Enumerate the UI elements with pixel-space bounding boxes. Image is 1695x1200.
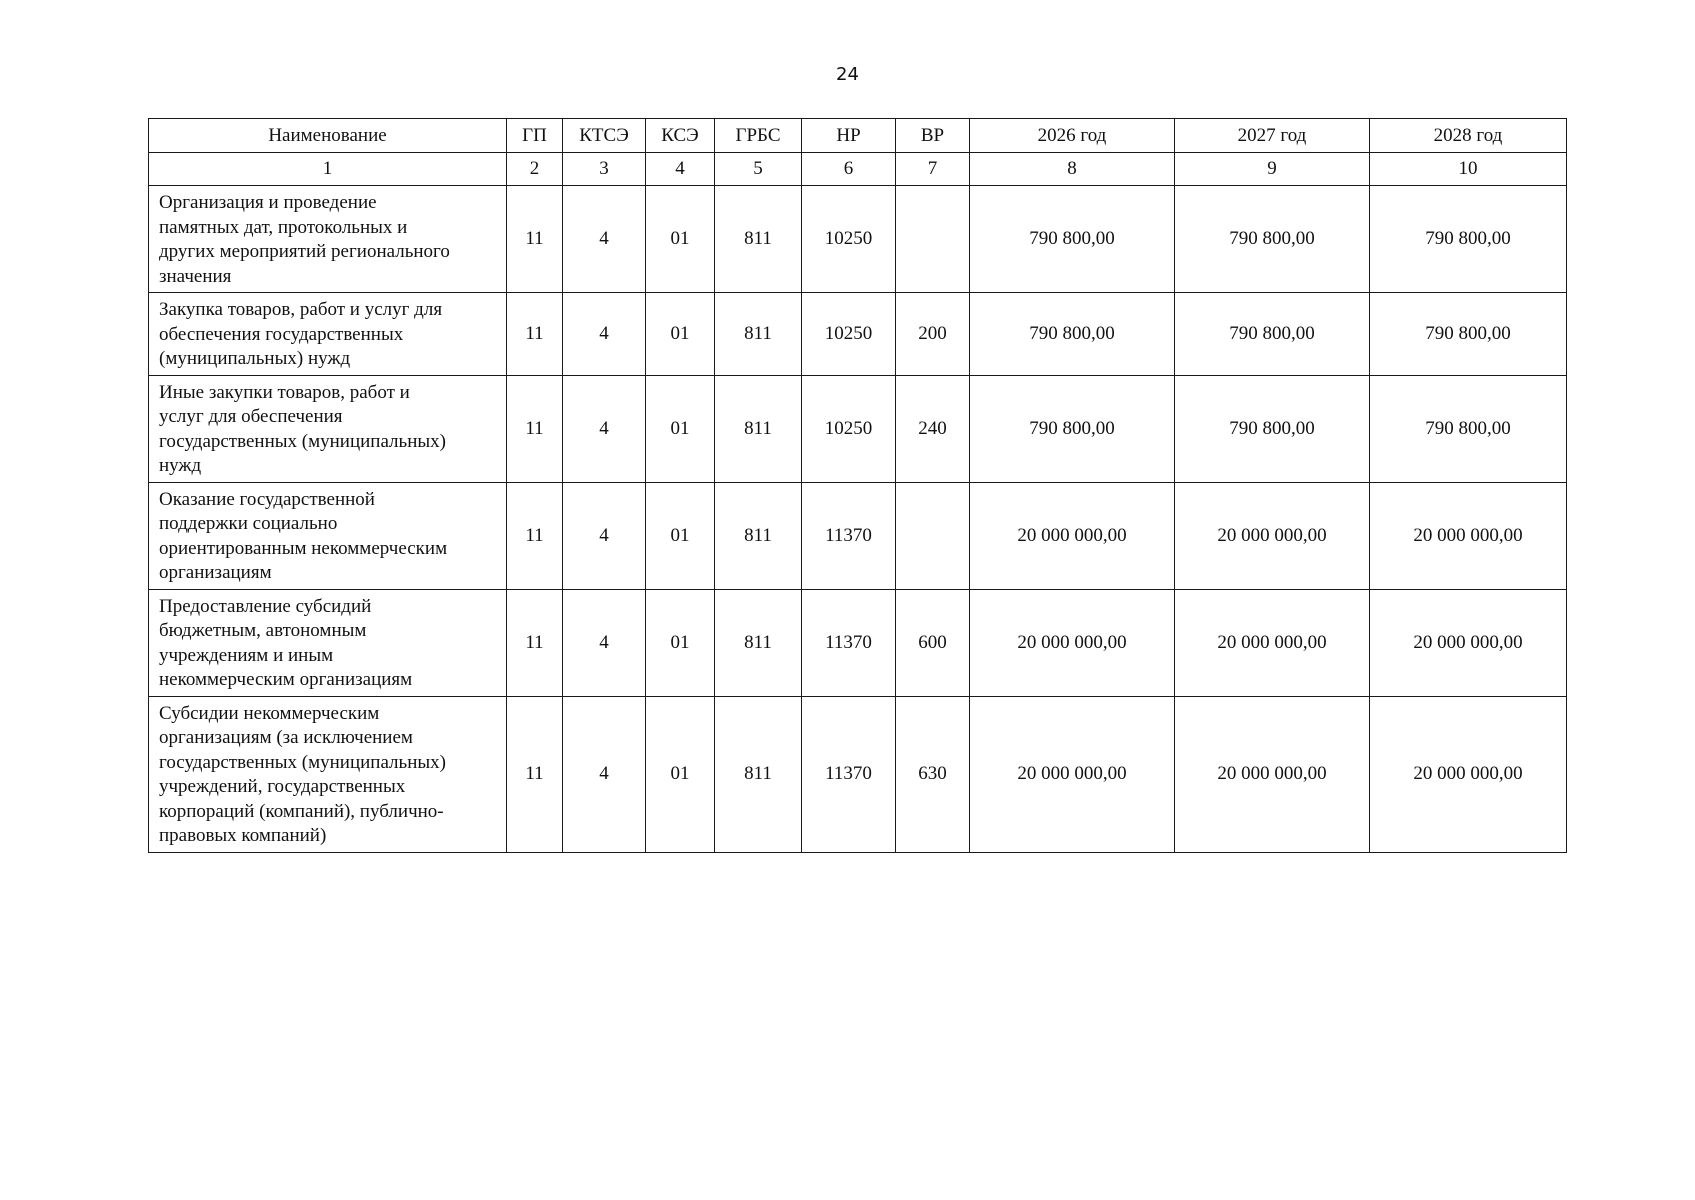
cell-name-line: Предоставление субсидий bbox=[159, 595, 372, 617]
cell-name bbox=[149, 186, 507, 293]
cell-name-line: организациям bbox=[159, 562, 272, 583]
cell-nr: 11370 bbox=[802, 696, 896, 852]
cell-ktse: 4 bbox=[563, 293, 646, 376]
cell-kse: 01 bbox=[646, 696, 715, 852]
cell-name-line: государственных (муниципальных) bbox=[159, 751, 446, 773]
cell-2027: 790 800,00 bbox=[1175, 186, 1370, 293]
header-name: Наименование bbox=[149, 119, 507, 153]
table-row bbox=[149, 375, 1567, 482]
cell-2028: 790 800,00 bbox=[1370, 375, 1567, 482]
cell-name-line: Закупка товаров, работ и услуг для bbox=[159, 299, 443, 320]
cell-2026: 790 800,00 bbox=[970, 375, 1175, 482]
cell-2026: 790 800,00 bbox=[970, 293, 1175, 376]
cell-nr: 10250 bbox=[802, 293, 896, 376]
header-nr: НР bbox=[802, 119, 896, 153]
cell-vr: 630 bbox=[896, 696, 970, 852]
cell-grbs: 811 bbox=[715, 589, 802, 696]
cell-2027: 790 800,00 bbox=[1175, 293, 1370, 376]
column-number: 2 bbox=[507, 153, 563, 186]
column-number-row bbox=[149, 153, 1567, 186]
cell-name-line: поддержки социально bbox=[159, 513, 338, 534]
cell-name-line: бюджетным, автономным bbox=[159, 620, 367, 641]
table-row bbox=[149, 482, 1567, 589]
column-number: 6 bbox=[802, 153, 896, 186]
cell-name-line: учреждений, государственных bbox=[159, 776, 406, 797]
column-number: 7 bbox=[896, 153, 970, 186]
cell-name-line: Субсидии некоммерческим bbox=[159, 702, 380, 724]
cell-2026: 20 000 000,00 bbox=[970, 696, 1175, 852]
cell-2028: 20 000 000,00 bbox=[1370, 482, 1567, 589]
cell-name-line: организациям (за исключением bbox=[159, 727, 413, 748]
cell-nr: 10250 bbox=[802, 375, 896, 482]
cell-grbs: 811 bbox=[715, 293, 802, 376]
header-row bbox=[149, 119, 1567, 153]
cell-name bbox=[149, 293, 507, 376]
table-row bbox=[149, 186, 1567, 293]
cell-grbs: 811 bbox=[715, 186, 802, 293]
cell-ktse: 4 bbox=[563, 375, 646, 482]
cell-grbs: 811 bbox=[715, 482, 802, 589]
table-row bbox=[149, 589, 1567, 696]
header-2026: 2026 год bbox=[970, 119, 1175, 153]
cell-gp: 11 bbox=[507, 375, 563, 482]
cell-grbs: 811 bbox=[715, 375, 802, 482]
header-2027: 2027 год bbox=[1175, 119, 1370, 153]
cell-2027: 790 800,00 bbox=[1175, 375, 1370, 482]
cell-name-line: государственных (муниципальных) bbox=[159, 430, 446, 452]
cell-name-line: Оказание государственной bbox=[159, 488, 375, 510]
cell-2028: 790 800,00 bbox=[1370, 293, 1567, 376]
cell-gp: 11 bbox=[507, 482, 563, 589]
cell-gp: 11 bbox=[507, 293, 563, 376]
cell-name-line: некоммерческим организациям bbox=[159, 669, 413, 690]
cell-vr bbox=[896, 186, 970, 293]
cell-gp: 11 bbox=[507, 589, 563, 696]
cell-kse: 01 bbox=[646, 589, 715, 696]
cell-name bbox=[149, 482, 507, 589]
cell-vr: 240 bbox=[896, 375, 970, 482]
cell-2026: 20 000 000,00 bbox=[970, 589, 1175, 696]
table-row bbox=[149, 293, 1567, 376]
cell-name-line: других мероприятий регионального bbox=[159, 241, 450, 262]
cell-name bbox=[149, 696, 507, 852]
cell-name-line: (муниципальных) нужд bbox=[159, 348, 351, 369]
header-ktse: КТСЭ bbox=[563, 119, 646, 153]
cell-kse: 01 bbox=[646, 293, 715, 376]
cell-2027: 20 000 000,00 bbox=[1175, 589, 1370, 696]
column-number: 3 bbox=[563, 153, 646, 186]
cell-2026: 20 000 000,00 bbox=[970, 482, 1175, 589]
column-number: 1 bbox=[149, 153, 507, 186]
cell-name bbox=[149, 589, 507, 696]
cell-name-line: ориентированным некоммерческим bbox=[159, 537, 448, 559]
cell-kse: 01 bbox=[646, 186, 715, 293]
cell-2028: 20 000 000,00 bbox=[1370, 696, 1567, 852]
cell-name-line: нужд bbox=[159, 455, 202, 476]
cell-name-line: Организация и проведение bbox=[159, 192, 377, 213]
cell-name bbox=[149, 375, 507, 482]
column-number: 8 bbox=[970, 153, 1175, 186]
budget-table bbox=[148, 118, 1567, 853]
cell-ktse: 4 bbox=[563, 482, 646, 589]
column-number: 10 bbox=[1370, 153, 1567, 186]
cell-name-line: обеспечения государственных bbox=[159, 323, 404, 345]
cell-name-line: услуг для обеспечения bbox=[159, 406, 343, 427]
cell-vr: 200 bbox=[896, 293, 970, 376]
column-number: 4 bbox=[646, 153, 715, 186]
cell-vr: 600 bbox=[896, 589, 970, 696]
cell-nr: 11370 bbox=[802, 589, 896, 696]
cell-2028: 790 800,00 bbox=[1370, 186, 1567, 293]
cell-nr: 10250 bbox=[802, 186, 896, 293]
column-number: 5 bbox=[715, 153, 802, 186]
cell-name-line: памятных дат, протокольных и bbox=[159, 216, 408, 238]
cell-gp: 11 bbox=[507, 186, 563, 293]
header-vr: ВР bbox=[896, 119, 970, 153]
page-number: 24 bbox=[836, 64, 859, 85]
cell-2026: 790 800,00 bbox=[970, 186, 1175, 293]
column-number: 9 bbox=[1175, 153, 1370, 186]
table-body bbox=[149, 186, 1567, 853]
cell-name-line: учреждениям и иным bbox=[159, 644, 334, 666]
cell-2027: 20 000 000,00 bbox=[1175, 482, 1370, 589]
cell-nr: 11370 bbox=[802, 482, 896, 589]
header-grbs: ГРБС bbox=[715, 119, 802, 153]
cell-name-line: правовых компаний) bbox=[159, 825, 327, 846]
cell-grbs: 811 bbox=[715, 696, 802, 852]
cell-name-line: значения bbox=[159, 265, 232, 287]
header-gp: ГП bbox=[507, 119, 563, 153]
cell-vr bbox=[896, 482, 970, 589]
header-2028: 2028 год bbox=[1370, 119, 1567, 153]
budget-table-container bbox=[148, 118, 1567, 853]
cell-2028: 20 000 000,00 bbox=[1370, 589, 1567, 696]
cell-ktse: 4 bbox=[563, 186, 646, 293]
table-row bbox=[149, 696, 1567, 852]
cell-name-line: Иные закупки товаров, работ и bbox=[159, 381, 410, 403]
cell-kse: 01 bbox=[646, 375, 715, 482]
cell-kse: 01 bbox=[646, 482, 715, 589]
cell-name-line: корпораций (компаний), публично- bbox=[159, 800, 444, 822]
cell-2027: 20 000 000,00 bbox=[1175, 696, 1370, 852]
cell-ktse: 4 bbox=[563, 589, 646, 696]
cell-ktse: 4 bbox=[563, 696, 646, 852]
header-kse: КСЭ bbox=[646, 119, 715, 153]
cell-gp: 11 bbox=[507, 696, 563, 852]
